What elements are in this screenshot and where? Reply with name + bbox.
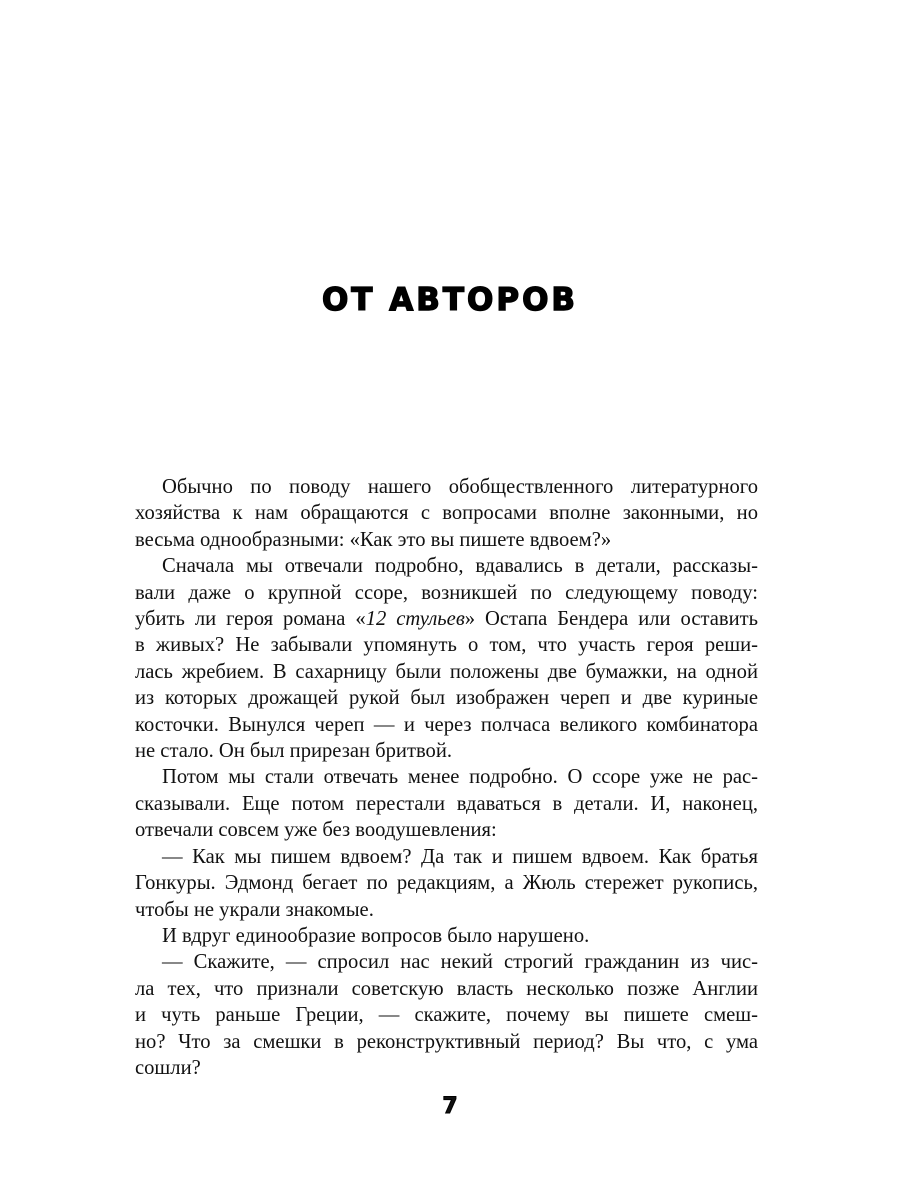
text-line: весьма однообразными: «Как это вы пишете вдвоем?» (135, 528, 612, 551)
text-line: в живых? Не забывали упомянуть о том, что участь героя реши- (135, 634, 758, 657)
text-line-with-title (135, 606, 758, 632)
body-text (135, 474, 758, 1081)
text-line: не стало. Он был прирезан бритвой. (135, 740, 452, 763)
text-line: отвечали совсем уже без воодушевления: (135, 819, 497, 842)
text-line: Гонкуры. Эдмонд бегает по редакциям, а Жюль стережет рукопись, (135, 872, 758, 895)
text-line: чтобы не украли знакомые. (135, 898, 374, 921)
text-line: Потом мы стали отвечать менее подробно. О ссоре уже не рас- (162, 766, 758, 789)
text-fragment: убить ли героя романа « (135, 608, 366, 631)
chapter-heading: ОТ АВТОРОВ (321, 282, 579, 318)
text-line: лась жребием. В сахарницу были положены две бумажки, на одной (135, 660, 758, 683)
text-line: сказывали. Еще потом перестали вдаваться в детали. И, наконец, (135, 792, 758, 815)
text-line: — Как мы пишем вдвоем? Да так и пишем вдвоем. Как братья (162, 845, 758, 868)
text-line: и чуть раньше Греции, — скажите, почему вы пишете смеш- (135, 1004, 758, 1027)
text-line: ла тех, что признали советскую власть несколько позже Англии (135, 977, 758, 1000)
novel-title-italic: 12 стульев (365, 608, 465, 631)
text-line: сошли? (135, 1056, 201, 1079)
text-line: вали даже о крупной ссоре, возникшей по следующему поводу: (135, 581, 758, 604)
text-line: Обычно по поводу нашего обобществленного литературного (162, 476, 758, 498)
page-number: 7 (442, 1094, 458, 1119)
text-line: косточки. Вынулся череп — и через полчаса великого комбинатора (135, 713, 758, 736)
text-line: — Скажите, — спросил нас некий строгий гражданин из чис- (162, 951, 758, 974)
text-fragment: » Остапа Бендера или оставить (464, 608, 758, 631)
text-line: из которых дрожащей рукой был изображен череп и две куриные (135, 687, 758, 710)
text-line: хозяйства к нам обращаются с вопросами вполне законными, но (135, 502, 758, 525)
text-line: Сначала мы отвечали подробно, вдавались в детали, рассказы- (162, 555, 758, 578)
text-line: но? Что за смешки в реконструктивный период? Вы что, с ума (135, 1030, 758, 1053)
text-line: И вдруг единообразие вопросов было нарушено. (162, 924, 590, 947)
